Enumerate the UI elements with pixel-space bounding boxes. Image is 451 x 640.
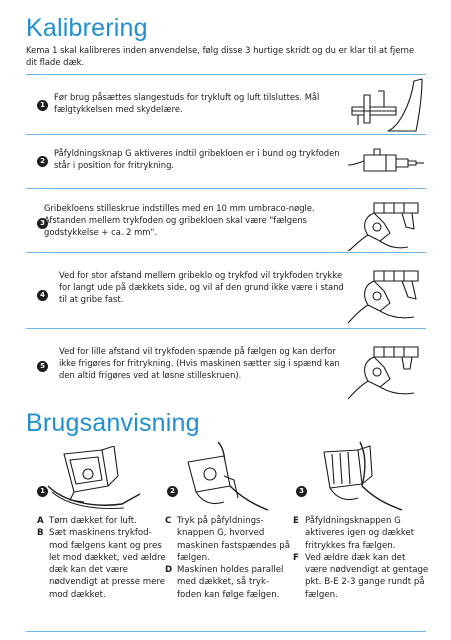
step-text: Ved for lille afstand vil trykfoden spænde på fælgen og kan derfor ikke frigøres for fritrykning. (Hvis maskinen sætter sig i spænd kan den altid frigøres ved at løsne stilleskruen). [59,346,340,380]
instruction-letter: A [37,516,44,526]
instruction-text: Påfyldningsknappen G aktiveres igen og dækket fritrykkes fra fælgen. [305,516,415,551]
instruction-item [293,515,429,552]
figure-number: 3 [296,486,307,497]
calibration-step-1 [26,74,426,135]
step-text: Ved for stor afstand mellem gribeklo og trykfod vil trykfoden trykke for langt ude på dækkets side, og vil af den grund ikke være i stand til at gribe fast. [59,270,344,304]
tool-clamp-icon [344,259,428,325]
instruction-letter: E [293,516,299,526]
instruction-text: Tryk på påfyldnings-knappen G, hvorved maskinen fastspændes på fælgen. [177,516,291,563]
instruction-item [37,527,169,601]
instruction-column-1 [37,515,169,601]
step-number: 1 [37,100,48,111]
instruction-item [165,515,293,564]
calibration-step-2 [26,134,426,189]
step-number: 4 [37,290,48,301]
instruction-column-3 [293,515,429,601]
step-text: Før brug påsættes slangestuds for trykluft og luft tilsluttes. Mål fælgtykkelsen med skydelære. [54,92,320,114]
calibration-title: Kalibrering [26,14,148,42]
step-number: 3 [37,218,48,229]
usage-title: Brugsanvisning [26,409,200,437]
instruction-text: Ved ældre dæk kan det være nødvendigt at gentage pkt. B-E 2-3 gange rundt på fælgen. [305,552,429,600]
tool-clamp-icon [344,193,428,251]
figure-number: 1 [37,486,48,497]
instruction-item [293,552,429,601]
step-number: 2 [37,156,48,167]
instruction-item [37,515,169,527]
instruction-text: Tøm dækket for luft. [49,516,137,526]
caliper-icon [344,77,428,133]
calibration-step-3 [26,188,426,253]
tool-on-tire-icon [310,440,410,512]
instruction-letter: B [37,528,44,539]
instruction-text: Maskinen holdes parallel med dækket, så tryk-foden kan følge fælgen. [177,565,284,600]
instruction-letter: C [165,516,172,526]
calibration-step-4 [26,252,426,329]
instruction-column-2 [165,515,293,601]
instruction-text: Sæt maskinens trykfod-mod fælgens kant og pres let mod dækket, ved ældre dæk kan det være nødvendigt at presse mere mod dækket. [49,528,166,600]
step-number: 5 [37,361,48,372]
tool-clamp-icon [344,335,428,401]
instruction-item [165,564,293,601]
figure-number: 2 [167,486,178,497]
tool-on-tire-icon [178,440,278,512]
step-text: Påfyldningsknap G aktiveres indtil gribekloen er i bund og trykfoden står i position for fritrykning. [54,148,340,170]
air-coupling-icon [346,143,426,181]
bottom-divider [26,631,426,632]
instruction-letter: D [165,565,173,576]
instruction-letter: F [293,552,299,563]
calibration-step-5 [26,328,426,409]
step-text: Gribekloens stilleskrue indstilles med en 10 mm umbraco-nøgle. Afstanden mellem trykfoden og gribekloen skal være "fælgens godstykkelse + ca. 2 mm". [44,203,315,237]
calibration-intro: Kema 1 skal kalibreres inden anvendelse, følg disse 3 hurtige skridt og du er klar til at fjerne dit flade dæk. [26,45,415,67]
tool-on-tire-icon [44,446,144,512]
